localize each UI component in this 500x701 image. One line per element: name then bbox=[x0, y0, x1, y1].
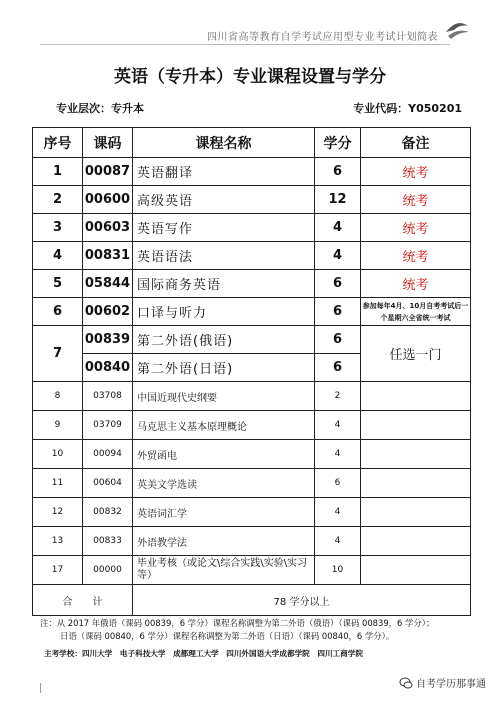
table-row bbox=[33, 242, 471, 270]
row-no: 7 bbox=[33, 326, 83, 382]
row-credit: 6 bbox=[315, 158, 361, 186]
footnote-line-1: 注：从 2017 年俄语（课码 00839，6 学分）课程名称调整为第二外语（俄语）（课码 00839，6 学分）； bbox=[40, 618, 435, 628]
row-credit: 4 bbox=[315, 242, 361, 270]
table-header-row bbox=[33, 128, 471, 158]
table-row bbox=[33, 186, 471, 214]
row-name: 国际商务英语 bbox=[133, 270, 315, 298]
wechat-icon bbox=[399, 676, 413, 690]
table-row bbox=[33, 298, 471, 326]
header-credit: 学分 bbox=[315, 128, 361, 158]
row-note: 统考 bbox=[361, 214, 471, 242]
major-code: 专业代码：Y050201 bbox=[353, 102, 462, 115]
row-name: 外贸函电 bbox=[133, 440, 315, 469]
row-note bbox=[361, 469, 471, 498]
row-no: 17 bbox=[33, 556, 83, 585]
row-no: 11 bbox=[33, 469, 83, 498]
row-name: 英美文学选读 bbox=[133, 469, 315, 498]
header-title: 四川省高等教育自学考试应用型专业考试计划简表 bbox=[207, 32, 438, 43]
total-label: 合 计 bbox=[33, 585, 133, 616]
row-credit: 6 bbox=[315, 298, 361, 326]
footnote-line-2: 日语（课码 00840，6 学分）课程名称调整为第二外语（日语）（课码 00840，6 学分）。 bbox=[60, 631, 395, 641]
table-row bbox=[33, 411, 471, 440]
row-credit: 6 bbox=[315, 354, 361, 382]
row-credit: 4 bbox=[315, 440, 361, 469]
row-note: 统考 bbox=[361, 242, 471, 270]
table-row bbox=[33, 527, 471, 556]
total-value: 78 学分以上 bbox=[133, 585, 471, 616]
watermark-text: 自考学历那事通 bbox=[416, 679, 486, 690]
row-credit: 6 bbox=[315, 270, 361, 298]
row-code: 05844 bbox=[83, 270, 133, 298]
row-note bbox=[361, 382, 471, 411]
row-name: 毕业考核（或论文\综合实践\实验\实习等） bbox=[133, 556, 315, 585]
row-code: 00602 bbox=[83, 298, 133, 326]
row-no: 2 bbox=[33, 186, 83, 214]
row-name: 第二外语(俄语) bbox=[133, 326, 315, 354]
header-divider bbox=[40, 44, 450, 45]
examining-schools: 主考学校：四川大学 电子科技大学 成都理工大学 四川外国语大学成都学院 四川工商学院 bbox=[44, 649, 363, 658]
page-title: 英语（专升本）专业课程设置与学分 bbox=[114, 67, 386, 87]
table-row bbox=[33, 270, 471, 298]
row-code: 00833 bbox=[83, 527, 133, 556]
row-credit: 6 bbox=[315, 469, 361, 498]
row-no: 1 bbox=[33, 158, 83, 186]
row-no: 5 bbox=[33, 270, 83, 298]
table-row bbox=[33, 326, 471, 354]
row-no: 4 bbox=[33, 242, 83, 270]
table-row bbox=[33, 158, 471, 186]
table-row bbox=[33, 469, 471, 498]
row-name: 英语写作 bbox=[133, 214, 315, 242]
row-code: 00840 bbox=[83, 354, 133, 382]
row-credit: 4 bbox=[315, 498, 361, 527]
row-name: 英语词汇学 bbox=[133, 498, 315, 527]
table-row bbox=[33, 556, 471, 585]
logo-icon bbox=[442, 14, 472, 44]
row-credit: 12 bbox=[315, 186, 361, 214]
total-row bbox=[33, 585, 471, 616]
page-margin-mark bbox=[40, 683, 41, 693]
row-name: 口译与听力 bbox=[133, 298, 315, 326]
row-note: 统考 bbox=[361, 158, 471, 186]
row-note bbox=[361, 498, 471, 527]
row-note: 任选一门 bbox=[361, 326, 471, 382]
row-no: 13 bbox=[33, 527, 83, 556]
row-name: 高级英语 bbox=[133, 186, 315, 214]
row-name: 马克思主义基本原理概论 bbox=[133, 411, 315, 440]
row-note: 统考 bbox=[361, 186, 471, 214]
table-row bbox=[33, 440, 471, 469]
header-note: 备注 bbox=[361, 128, 471, 158]
header-no: 序号 bbox=[33, 128, 83, 158]
row-name: 英语语法 bbox=[133, 242, 315, 270]
row-no: 9 bbox=[33, 411, 83, 440]
row-code: 03708 bbox=[83, 382, 133, 411]
header-code: 课码 bbox=[83, 128, 133, 158]
row-code: 00603 bbox=[83, 214, 133, 242]
row-note bbox=[361, 440, 471, 469]
row-note bbox=[361, 411, 471, 440]
row-credit: 6 bbox=[315, 326, 361, 354]
row-credit: 10 bbox=[315, 556, 361, 585]
row-name: 英语翻译 bbox=[133, 158, 315, 186]
row-no: 8 bbox=[33, 382, 83, 411]
row-note: 参加每年4月、10月自考考试后一个星期六全省统一考试 bbox=[361, 298, 471, 326]
major-level: 专业层次：专升本 bbox=[56, 102, 144, 115]
row-code: 00604 bbox=[83, 469, 133, 498]
watermark bbox=[399, 675, 486, 690]
row-name: 第二外语(日语) bbox=[133, 354, 315, 382]
row-code: 00094 bbox=[83, 440, 133, 469]
row-no: 12 bbox=[33, 498, 83, 527]
row-note bbox=[361, 527, 471, 556]
row-code: 00831 bbox=[83, 242, 133, 270]
row-no: 6 bbox=[33, 298, 83, 326]
row-code: 00839 bbox=[83, 326, 133, 354]
row-no: 10 bbox=[33, 440, 83, 469]
row-name: 中国近现代史纲要 bbox=[133, 382, 315, 411]
row-credit: 2 bbox=[315, 382, 361, 411]
row-code: 03709 bbox=[83, 411, 133, 440]
row-credit: 4 bbox=[315, 527, 361, 556]
row-credit: 4 bbox=[315, 411, 361, 440]
row-name: 外语教学法 bbox=[133, 527, 315, 556]
row-note: 统考 bbox=[361, 270, 471, 298]
row-code: 00832 bbox=[83, 498, 133, 527]
row-no: 3 bbox=[33, 214, 83, 242]
table-row bbox=[33, 498, 471, 527]
course-table bbox=[32, 127, 471, 616]
row-code: 00600 bbox=[83, 186, 133, 214]
header-name: 课程名称 bbox=[133, 128, 315, 158]
row-credit: 4 bbox=[315, 214, 361, 242]
table-row bbox=[33, 214, 471, 242]
row-code: 00000 bbox=[83, 556, 133, 585]
row-note bbox=[361, 556, 471, 585]
row-code: 00087 bbox=[83, 158, 133, 186]
footnote bbox=[40, 617, 480, 643]
table-row bbox=[33, 382, 471, 411]
